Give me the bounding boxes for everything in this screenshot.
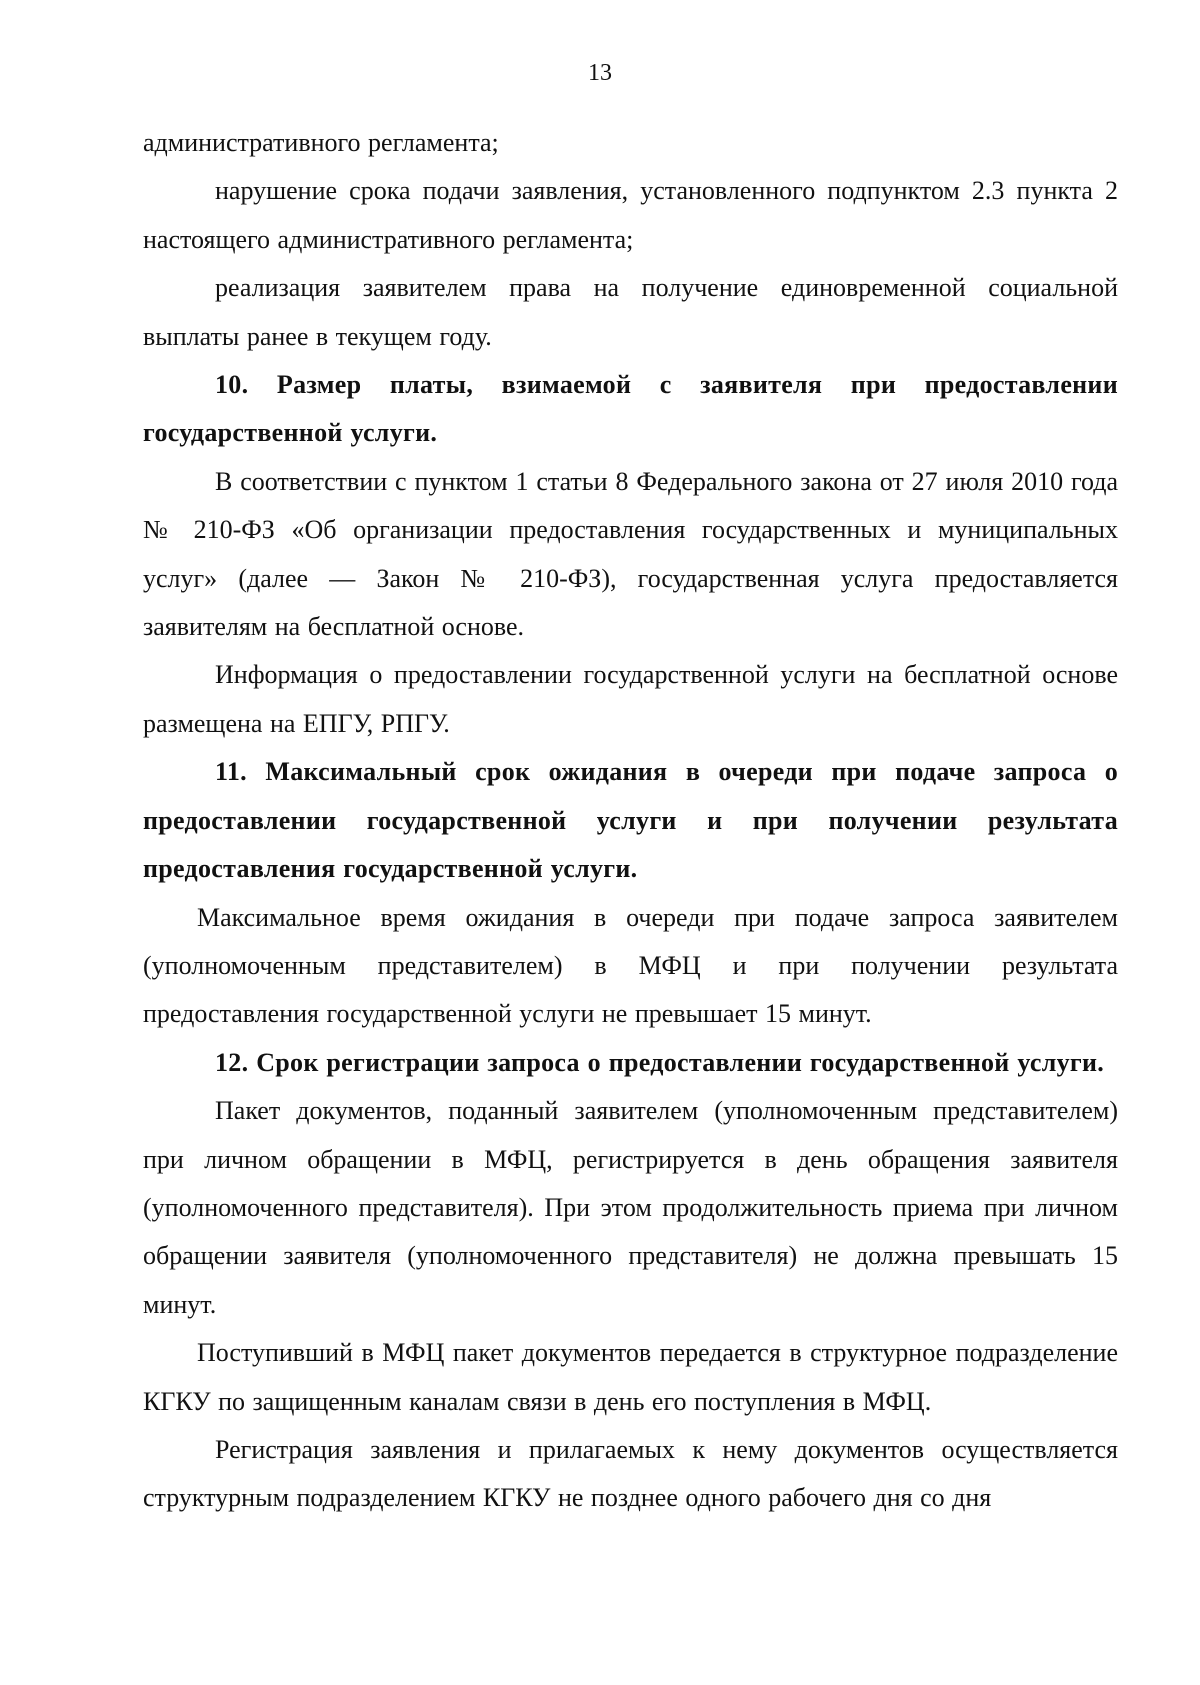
paragraph-regulation-end: административного регламента; — [143, 128, 499, 157]
paragraph-registration-mfc: Пакет документов, поданный заявителем (уполномоченным представителем) при личном обращении в МФЦ, регистрируется в день обращения заявителя (уполномоченного представителя). При этом продолжительность приема при личном обращении заявителя (уполномоченного представителя) не должна превышать 15 минут. — [143, 1096, 1118, 1319]
paragraph-free-service-law: В соответствии с пунктом 1 статьи 8 Федерального закона от 27 июля 2010 года № 210-ФЗ «Об организации предоставления государственных и муниципальных услуг» (далее — Закон № 210-ФЗ), государственная услуга предоставляется заявителям на бесплатной основе. — [143, 466, 1118, 642]
paragraph-registration-kgku: Регистрация заявления и прилагаемых к нему документов осуществляется структурным подразделением КГКУ не позднее одного рабочего дня со дня — [143, 1434, 1118, 1513]
paragraph-max-wait-time: Максимальное время ожидания в очереди при подаче запроса заявителем (уполномоченным представителем) в МФЦ и при получении результата предоставления государственной услуги не превышает 15 минут. — [143, 902, 1118, 1029]
section-heading-12: 12. Срок регистрации запроса о предоставлении государственной услуги. — [215, 1047, 1105, 1077]
section-heading-10: 10. Размер платы, взимаемой с заявителя при предоставлении государственной услуги. — [143, 370, 1118, 448]
paragraph-right-realized: реализация заявителем права на получение единовременной социальной выплаты ранее в текущем году. — [143, 273, 1118, 351]
paragraph-deadline-violation: нарушение срока подачи заявления, установленного подпунктом 2.3 пункта 2 настоящего административного регламента; — [143, 176, 1118, 254]
document-body — [143, 119, 1118, 1523]
paragraph-free-service-info: Информация о предоставлении государственной услуги на бесплатной основе размещена на ЕПГУ, РПГУ. — [143, 660, 1118, 738]
page-number: 13 — [588, 60, 612, 86]
paragraph-document-transfer: Поступивший в МФЦ пакет документов передается в структурное подразделение КГКУ по защищенным каналам связи в день его поступления в МФЦ. — [143, 1338, 1118, 1416]
section-heading-11: 11. Максимальный срок ожидания в очереди при подаче запроса о предоставлении государственной услуги и при получении результата предоставления государственной услуги. — [143, 757, 1118, 884]
